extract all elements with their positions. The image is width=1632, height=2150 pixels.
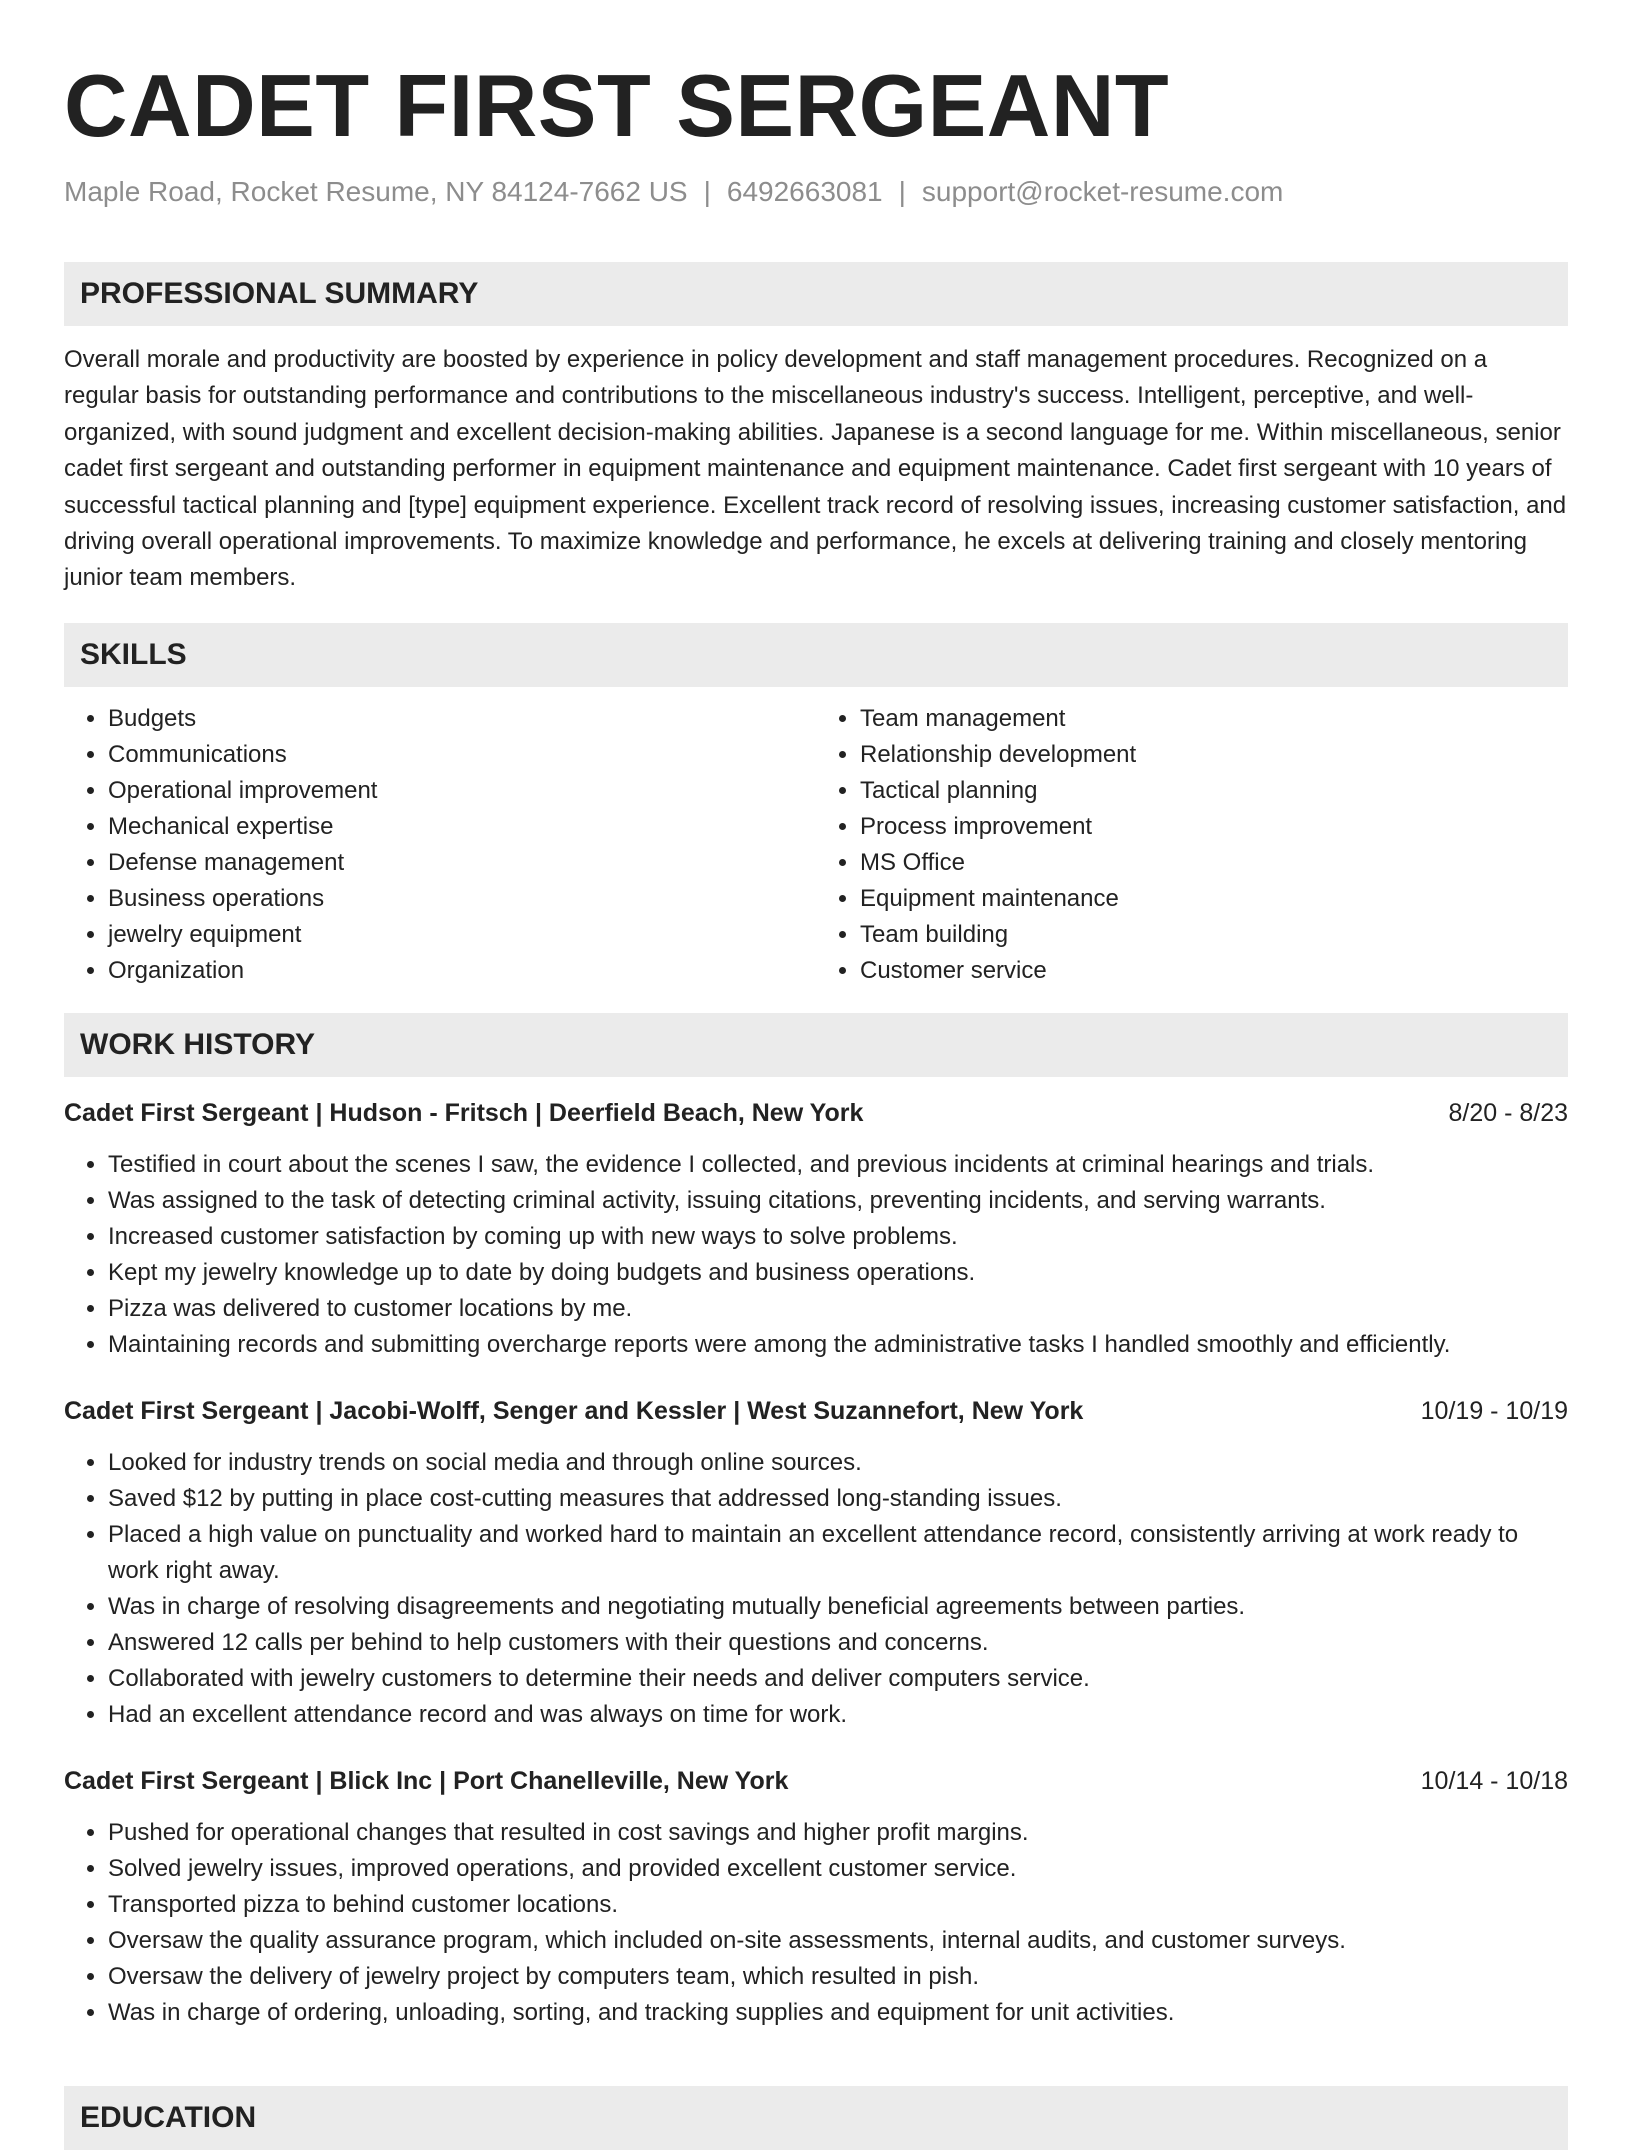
professional-summary-text: Overall morale and productivity are boosted by experience in policy development and staff management procedures. Recognized on a regular basis for outstanding performance and contributions to the miscellaneous industry's success. Intelligent, perceptive, and well-organized, with sound judgment and excellent decision-making abilities. Japanese is a second language for me. Within miscellaneous, senior cadet first sergeant and outstanding performer in equipment maintenance and equipment maintenance. Cadet first sergeant with 10 years of successful tactical planning and [type] equipment experience. Excellent track record of resolving issues, increasing customer satisfaction, and driving overall operational improvements. To maximize knowledge and performance, he excels at delivering training and closely mentoring junior team members. <box>64 346 1567 592</box>
job-title: Cadet First Sergeant | Blick Inc | Port Chanelleville, New York <box>64 1766 789 1795</box>
job-dates: 10/19 - 10/19 <box>1420 1396 1568 1425</box>
skill-item: • Equipment maintenance <box>860 881 1568 917</box>
candidate-name: CADET FIRST SERGEANT <box>64 56 1170 155</box>
skill-item: • Operational improvement <box>108 773 816 809</box>
work-history-heading: WORK HISTORY <box>64 1013 1568 1077</box>
job-title: Cadet First Sergeant | Hudson - Fritsch | Deerfield Beach, New York <box>64 1098 864 1127</box>
skill-item: • Budgets <box>108 701 816 737</box>
contact-separator: | <box>898 176 906 207</box>
job-bullet: • Placed a high value on punctuality and worked hard to maintain an excellent attendance record, consistently arriving at work ready to work right away. <box>108 1517 1568 1589</box>
skill-item: • Relationship development <box>860 737 1568 773</box>
job-dates: 8/20 - 8/23 <box>1448 1098 1568 1127</box>
skill-item: • MS Office <box>860 845 1568 881</box>
job-header <box>64 1095 1568 1131</box>
job-bullet: • Oversaw the delivery of jewelry project by computers team, which resulted in pish. <box>108 1959 1568 1995</box>
job-bullet: • Collaborated with jewelry customers to determine their needs and deliver computers service. <box>108 1661 1568 1697</box>
job-bullet: • Increased customer satisfaction by coming up with new ways to solve problems. <box>108 1219 1568 1255</box>
job-bullet: • Was in charge of resolving disagreements and negotiating mutually beneficial agreements between parties. <box>108 1589 1568 1625</box>
job-bullet: • Oversaw the quality assurance program, which included on-site assessments, internal audits, and customer surveys. <box>108 1923 1568 1959</box>
job-header <box>64 1763 1568 1799</box>
skill-item: • Team building <box>860 917 1568 953</box>
job-entry <box>64 1763 1568 2031</box>
skills-column-right <box>816 701 1568 989</box>
job-bullet: • Saved $12 by putting in place cost-cutting measures that addressed long-standing issues. <box>108 1481 1568 1517</box>
contact-line <box>64 172 1568 212</box>
job-dates: 10/14 - 10/18 <box>1420 1766 1568 1795</box>
job-bullet: • Testified in court about the scenes I saw, the evidence I collected, and previous incidents at criminal hearings and trials. <box>108 1147 1568 1183</box>
skills-list <box>64 701 1568 989</box>
skill-item: • Organization <box>108 953 816 989</box>
job-bullet: • Was in charge of ordering, unloading, sorting, and tracking supplies and equipment for unit activities. <box>108 1995 1568 2031</box>
job-bullet: • Pushed for operational changes that resulted in cost savings and higher profit margins. <box>108 1815 1568 1851</box>
job-entry <box>64 1095 1568 1363</box>
job-bullet: • Had an excellent attendance record and was always on time for work. <box>108 1697 1568 1733</box>
job-bullets <box>64 1147 1568 1363</box>
skill-item: • Communications <box>108 737 816 773</box>
job-bullet: • Looked for industry trends on social media and through online sources. <box>108 1445 1568 1481</box>
job-header <box>64 1393 1568 1429</box>
job-bullet: • Transported pizza to behind customer locations. <box>108 1887 1568 1923</box>
skill-item: • Customer service <box>860 953 1568 989</box>
professional-summary-heading: PROFESSIONAL SUMMARY <box>64 262 1568 326</box>
job-bullets <box>64 1815 1568 2031</box>
job-entry <box>64 1393 1568 1733</box>
job-bullet: • Pizza was delivered to customer locations by me. <box>108 1291 1568 1327</box>
job-bullet: • Answered 12 calls per behind to help customers with their questions and concerns. <box>108 1625 1568 1661</box>
contact-email: support@rocket-resume.com <box>921 176 1284 207</box>
education-heading: EDUCATION <box>64 2086 1568 2150</box>
skills-column-left <box>64 701 816 989</box>
skills-heading: SKILLS <box>64 623 1568 687</box>
job-bullet: • Maintaining records and submitting overcharge reports were among the administrative tasks I handled smoothly and efficiently. <box>108 1327 1568 1363</box>
skill-item: • Tactical planning <box>860 773 1568 809</box>
job-bullet: • Kept my jewelry knowledge up to date by doing budgets and business operations. <box>108 1255 1568 1291</box>
job-bullets <box>64 1445 1568 1733</box>
job-bullet: • Solved jewelry issues, improved operations, and provided excellent customer service. <box>108 1851 1568 1887</box>
skill-item: • Mechanical expertise <box>108 809 816 845</box>
job-bullet: • Was assigned to the task of detecting criminal activity, issuing citations, preventing incidents, and serving warrants. <box>108 1183 1568 1219</box>
skill-item: • Defense management <box>108 845 816 881</box>
contact-separator: | <box>703 176 711 207</box>
contact-phone: 6492663081 <box>726 176 883 207</box>
contact-address: Maple Road, Rocket Resume, NY 84124-7662 US <box>64 176 688 207</box>
job-title: Cadet First Sergeant | Jacobi-Wolff, Senger and Kessler | West Suzannefort, New York <box>64 1396 1084 1425</box>
skill-item: • Business operations <box>108 881 816 917</box>
skill-item: • Team management <box>860 701 1568 737</box>
skill-item: • jewelry equipment <box>108 917 816 953</box>
skill-item: • Process improvement <box>860 809 1568 845</box>
